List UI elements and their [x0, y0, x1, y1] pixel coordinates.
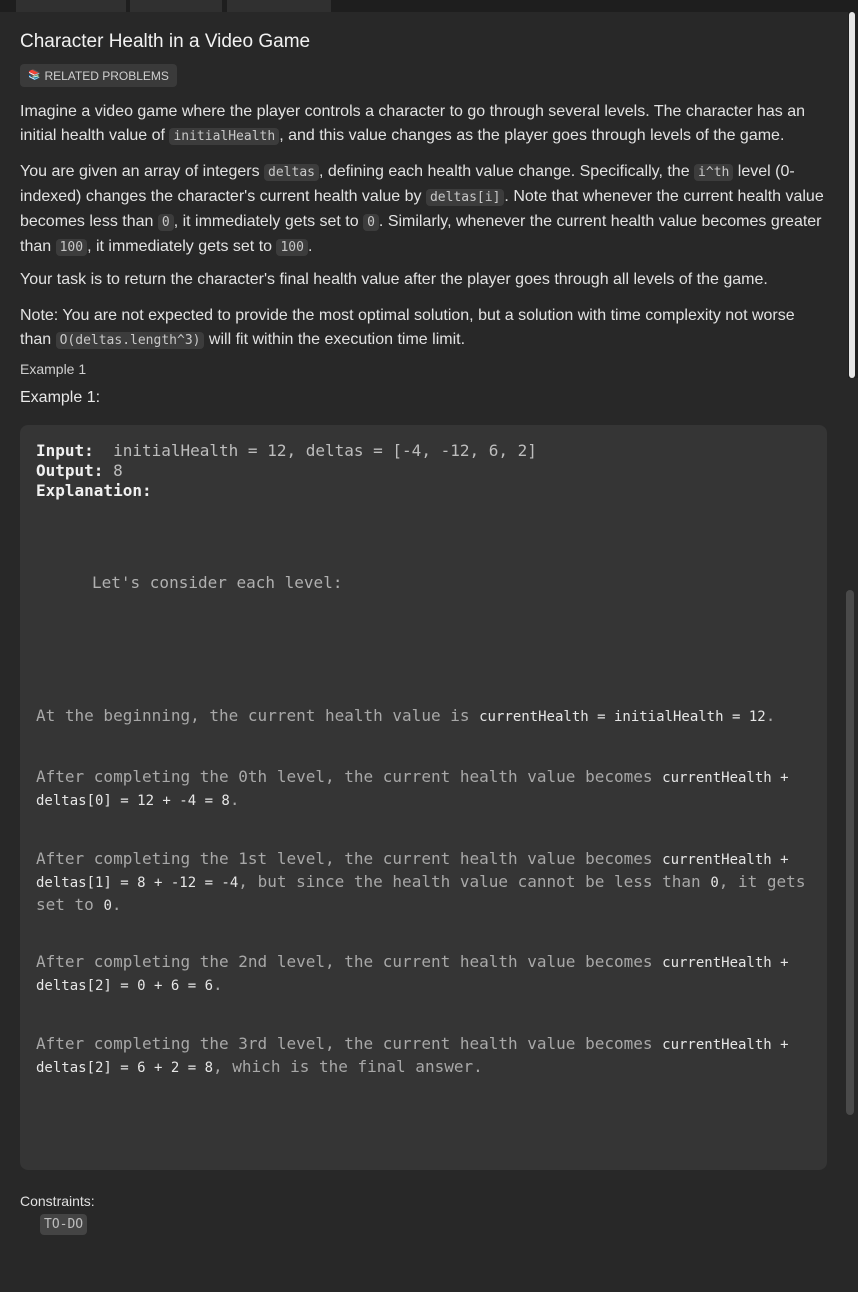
- constraints-label: Constraints:: [20, 1193, 95, 1209]
- code-ith: i^th: [694, 164, 733, 181]
- code-hundred: 100: [56, 239, 87, 256]
- example-title: Example 1:: [20, 389, 101, 406]
- explanation-step-2: After completing the 2nd level, the current health value becomes currentHealth + deltas[2] = 0 + 6 = 6.: [36, 952, 789, 994]
- description-paragraph-2: You are given an array of integers deltas , defining each health value change. Specifically, the i^th level (0-indexed) changes the character's current health value by deltas[i] . Note that whenever the current health value becomes less than 0 , it immediately gets set to 0 . Similarly, whenever the current health value becomes greater than 100 , it immediately gets set to 100 .: [20, 163, 824, 255]
- tab-third[interactable]: [227, 0, 331, 12]
- example-output: Output: 8: [36, 461, 123, 480]
- code-complexity: O(deltas.length^3): [56, 332, 205, 349]
- code-deltas-i: deltas[i]: [426, 189, 504, 206]
- description-scrollbar-thumb[interactable]: [849, 12, 855, 378]
- tab-description[interactable]: [16, 0, 126, 12]
- example-scrollbar-thumb[interactable]: [846, 590, 854, 1115]
- example-input: Input: initialHealth = 12, deltas = [-4, -12, 6, 2]: [36, 441, 537, 460]
- example-heading-cut: [20, 362, 86, 368]
- code-hundred: 100: [276, 239, 307, 256]
- constraints-value: TO-DO: [40, 1214, 87, 1235]
- description-paragraph-3: Your task is to return the character's final health value after the player goes through all levels of the game.: [20, 271, 768, 288]
- example-explanation-label: Explanation:: [36, 481, 152, 500]
- related-problems-button[interactable]: [20, 64, 177, 87]
- explanation-step-0: After completing the 0th level, the current health value becomes currentHealth + deltas[0] = 12 + -4 = 8.: [36, 767, 789, 809]
- explanation-intro: Let's consider each level:: [92, 573, 343, 592]
- code-deltas: deltas: [264, 164, 319, 181]
- tab-bar: [0, 0, 858, 12]
- description-paragraph-4: Note: You are not expected to provide the most optimal solution, but a solution with time complexity not worse than O(deltas.length^3) will fit within the execution time limit.: [20, 307, 795, 348]
- code-initialHealth: initialHealth: [169, 128, 279, 145]
- related-problems-label: RELATED PROBLEMS: [44, 68, 169, 83]
- description-panel: [0, 12, 848, 378]
- problem-title: Character Health in a Video Game: [20, 31, 311, 52]
- description-paragraph-1: Imagine a video game where the player controls a character to go through several levels. The character has an initial health value of initialHealth , and this value changes as the player goes through levels of the game.: [20, 103, 806, 144]
- explanation-step-1: After completing the 1st level, the current health value becomes currentHealth + deltas[1] = 8 + -12 = -4, but since the health value cannot be less than 0, it gets set to 0.: [36, 849, 806, 914]
- code-zero: 0: [363, 214, 379, 231]
- code-zero: 0: [158, 214, 174, 231]
- explanation-step-3: After completing the 3rd level, the current health value becomes currentHealth + deltas[2] = 6 + 2 = 8, which is the final answer.: [36, 1034, 789, 1076]
- tab-second[interactable]: [130, 0, 222, 12]
- explanation-step-initial: At the beginning, the current health value is currentHealth = initialHealth = 12.: [36, 706, 776, 725]
- books-icon: 📚: [28, 70, 41, 81]
